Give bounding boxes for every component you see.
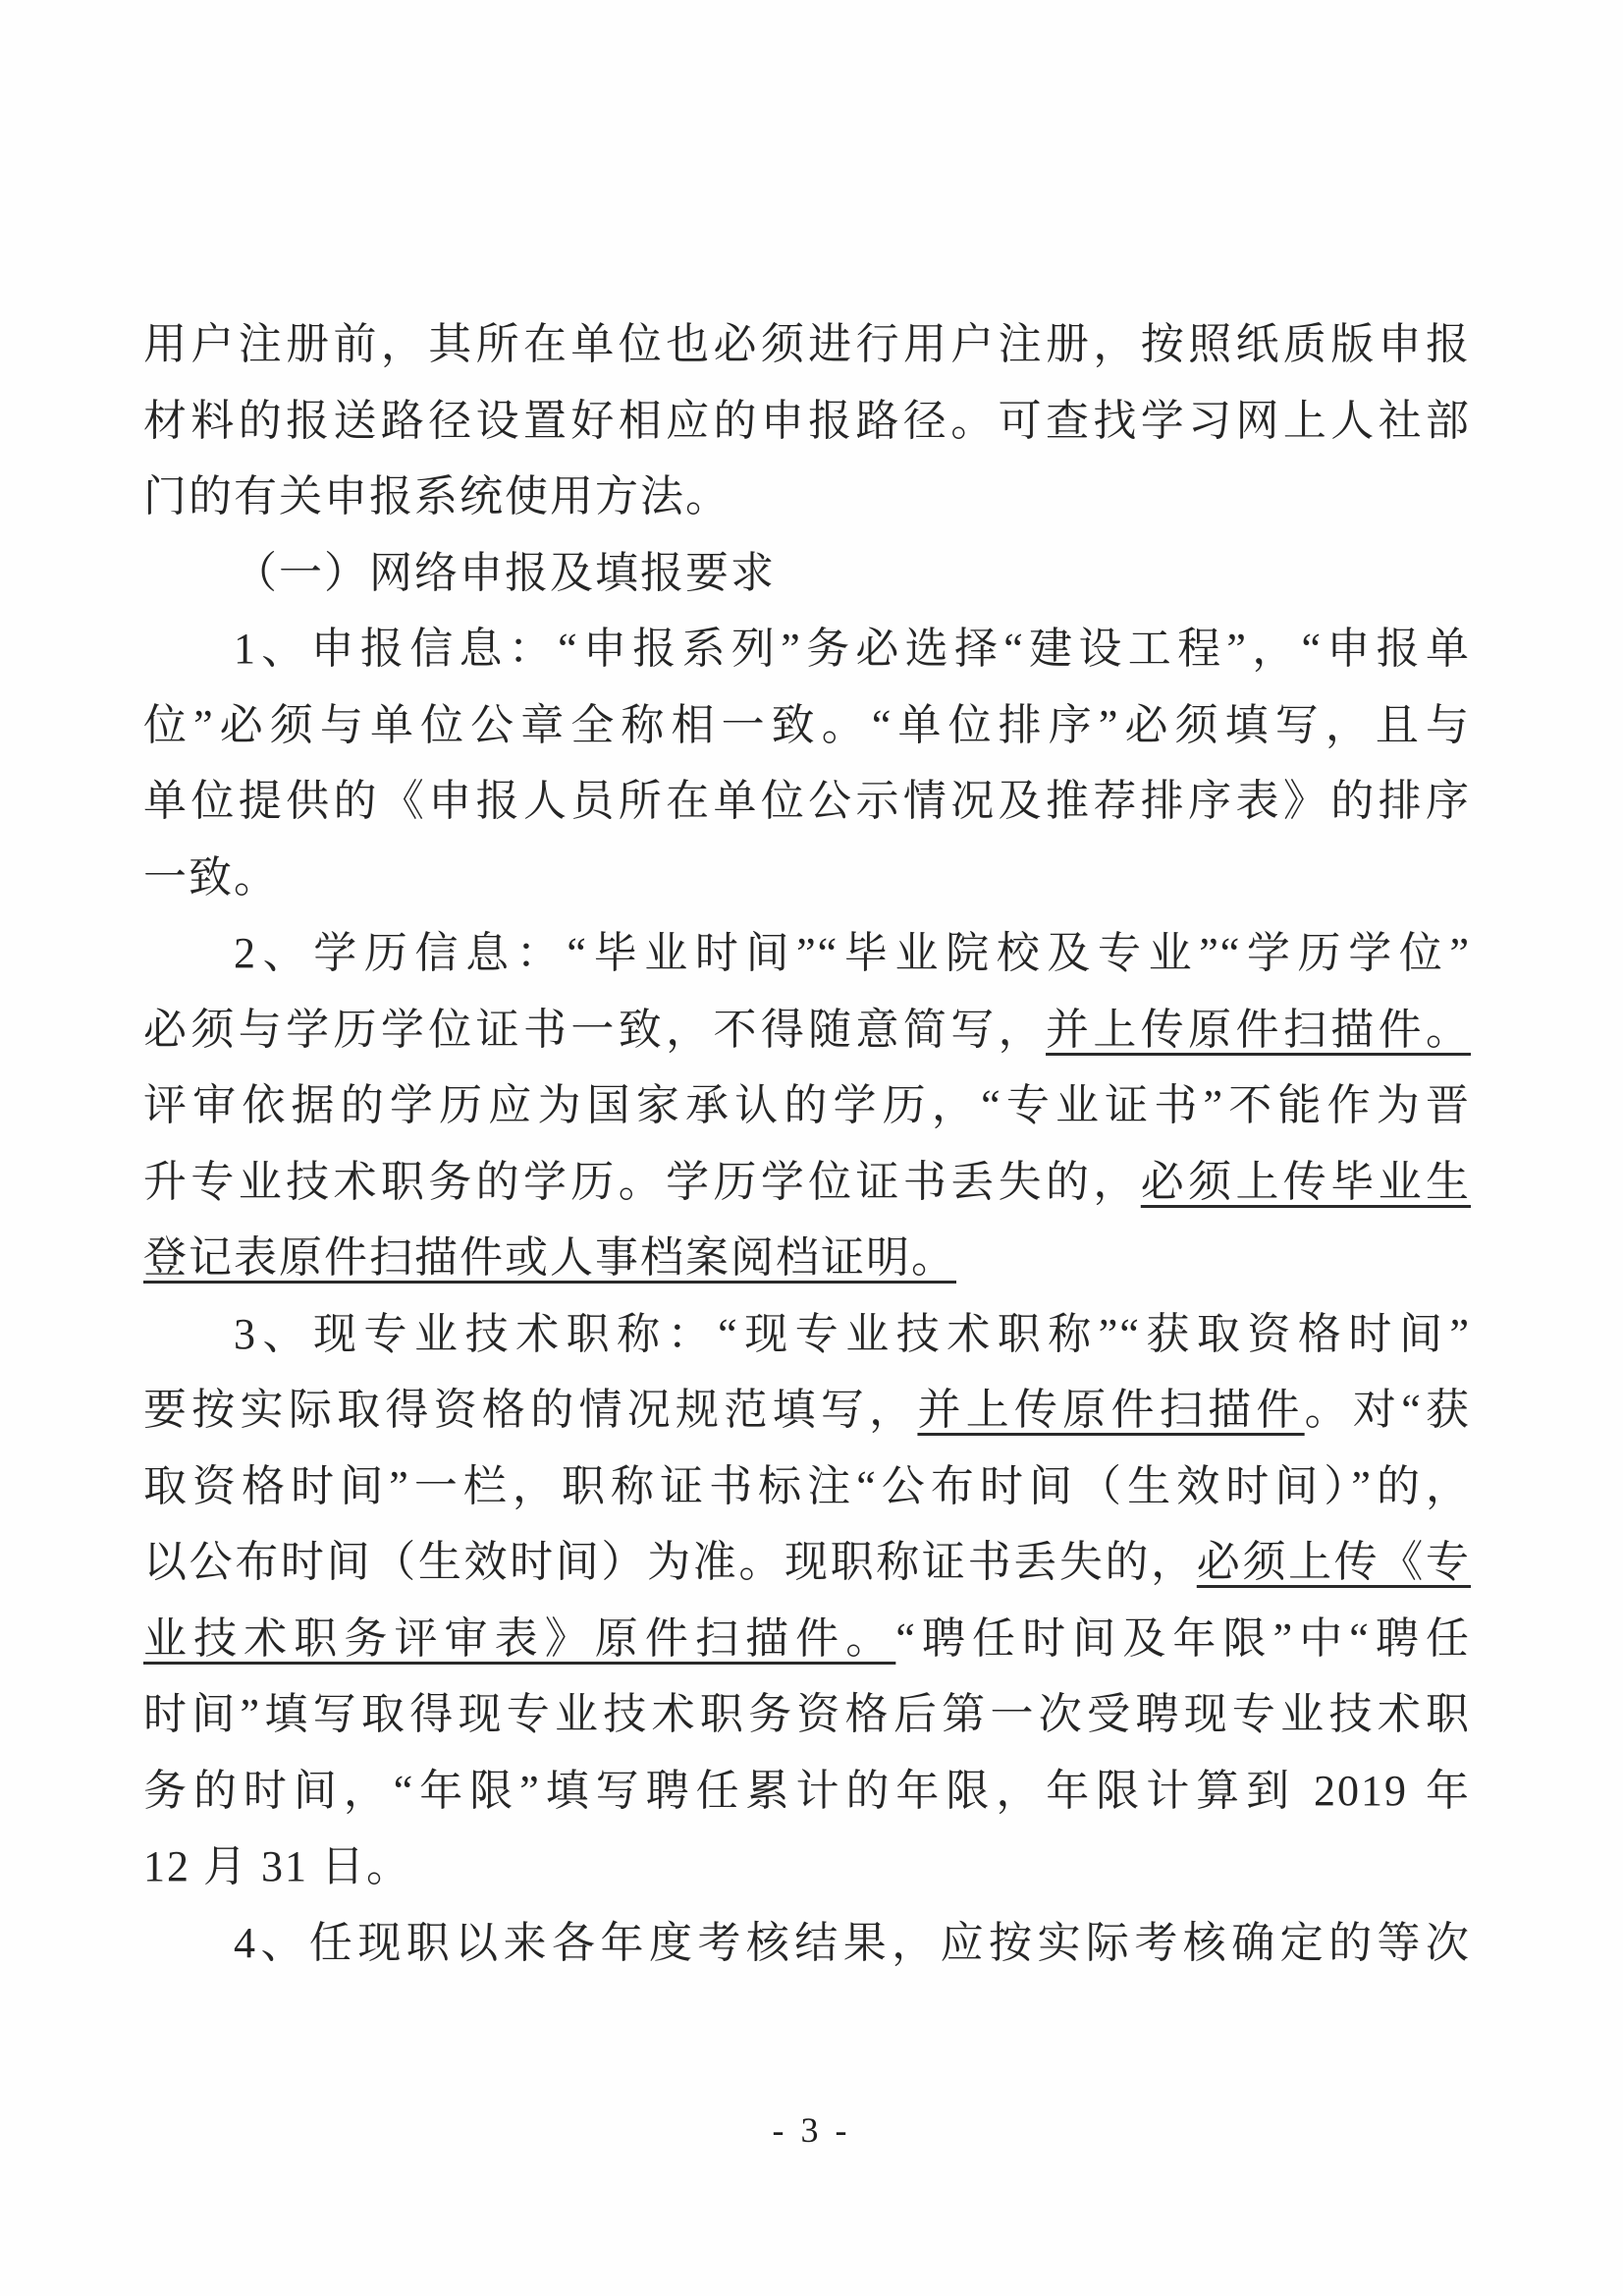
text-line (143, 1372, 1471, 1449)
text-segment: 门的有关申报系统使用方法。 (143, 472, 730, 520)
text-segment: 4、任现职以来各年度考核结果，应按实际考核确定的等次 (234, 1918, 1471, 1967)
text-segment: 用户注册前，其所在单位也必须进行用户注册，按照纸质版申报 (143, 320, 1471, 368)
underlined-text-segment: 并上传原件扫描件。 (1046, 1005, 1472, 1054)
document-body (143, 306, 1471, 1981)
underlined-text-segment: 业技术职务评审表》原件扫描件。 (143, 1613, 896, 1663)
text-line (143, 1753, 1471, 1830)
underlined-text-segment: 必须上传毕业生 (1140, 1157, 1472, 1206)
text-line (143, 1601, 1471, 1677)
text-line (143, 306, 1471, 383)
text-line (143, 1220, 1471, 1296)
text-segment: 2、学历信息：“毕业时间”“毕业院校及专业”“学历学位” (234, 929, 1471, 977)
text-line (143, 383, 1471, 460)
text-segment: 时间”填写取得现专业技术职务资格后第一次受聘现专业技术职 (143, 1690, 1471, 1738)
text-line (143, 1296, 1471, 1373)
text-segment: （一）网络申报及填报要求 (234, 548, 776, 597)
text-segment: 位”必须与单位公章全称相一致。“单位排序”必须填写，且与 (143, 700, 1471, 749)
text-line (143, 1905, 1471, 1982)
text-segment: 1、申报信息：“申报系列”务必选择“建设工程”，“申报单 (234, 625, 1471, 673)
text-segment: 单位提供的《申报人员所在单位公示情况及推荐排序表》的排序 (143, 777, 1471, 825)
text-segment: 务的时间，“年限”填写聘任累计的年限，年限计算到 2019 年 (143, 1766, 1471, 1815)
text-segment: 必须与学历学位证书一致，不得随意简写， (143, 1005, 1047, 1054)
text-line (143, 763, 1471, 840)
underlined-text-segment: 必须上传《专 (1196, 1538, 1472, 1586)
text-segment: 以公布时间（生效时间）为准。现职称证书丢失的， (143, 1538, 1197, 1586)
text-line (143, 687, 1471, 764)
text-segment: “聘任时间及年限”中“聘任 (895, 1613, 1472, 1663)
text-segment: 要按实际取得资格的情况规范填写， (143, 1386, 918, 1434)
text-line (143, 1449, 1471, 1525)
text-line (143, 1829, 1471, 1905)
text-line (143, 459, 1471, 535)
underlined-text-segment: 登记表原件扫描件或人事档案阅档证明。 (143, 1233, 956, 1282)
text-segment: 。对“获 (1304, 1386, 1472, 1434)
text-segment: 升专业技术职务的学历。学历学位证书丢失的， (143, 1157, 1141, 1206)
text-segment: 一致。 (143, 852, 279, 902)
text-line (143, 611, 1471, 687)
text-line (143, 1144, 1471, 1221)
text-line (143, 1524, 1471, 1601)
text-line (143, 1067, 1471, 1144)
text-line (143, 535, 1471, 612)
text-segment: 材料的报送路径设置好相应的申报路径。可查找学习网上人社部 (143, 396, 1471, 445)
text-line (143, 915, 1471, 992)
underlined-text-segment: 并上传原件扫描件 (917, 1386, 1305, 1434)
page-number: - 3 - (772, 2110, 851, 2150)
text-line (143, 840, 1471, 916)
text-line (143, 992, 1471, 1068)
text-line (143, 1676, 1471, 1753)
text-segment: 3、现专业技术职称：“现专业技术职称”“获取资格时间” (234, 1309, 1471, 1358)
text-segment: 评审依据的学历应为国家承认的学历，“专业证书”不能作为晋 (143, 1081, 1471, 1129)
text-segment: 12 月 31 日。 (143, 1842, 411, 1890)
text-segment: 取资格时间”一栏，职称证书标注“公布时间（生效时间）”的， (143, 1461, 1471, 1510)
